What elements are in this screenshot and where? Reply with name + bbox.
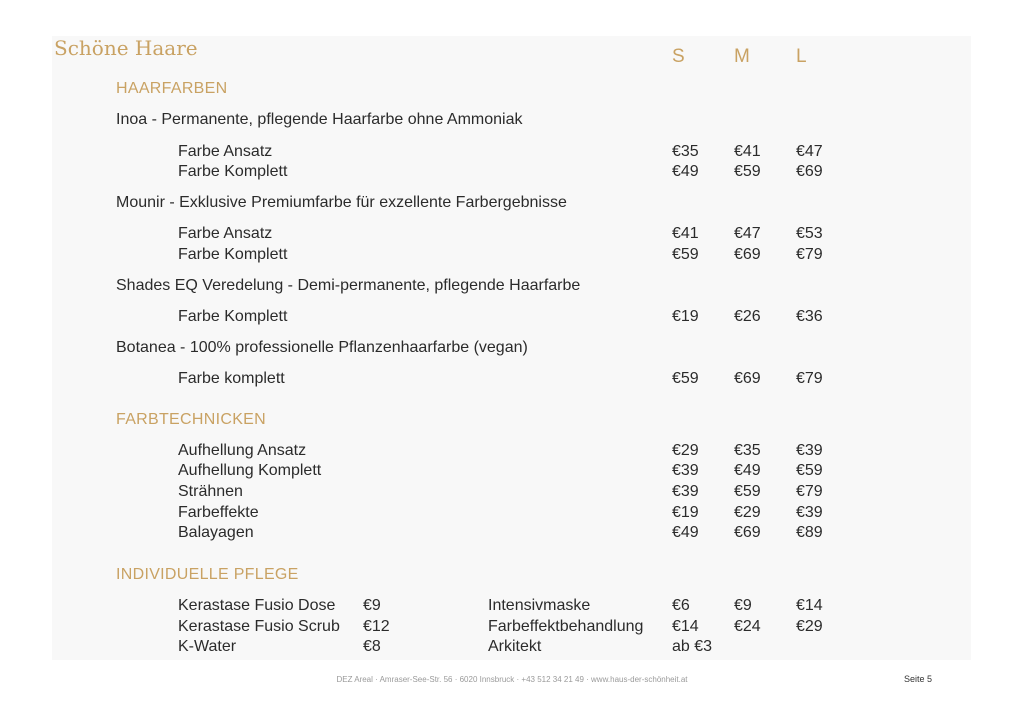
price-m: €47 <box>734 225 761 242</box>
price-s: ab €3 <box>672 638 713 655</box>
price-m: €35 <box>734 442 761 459</box>
price-l: €47 <box>796 143 823 160</box>
price-l: €53 <box>796 225 823 242</box>
product-group-title: Inoa - Permanente, pflegende Haarfarbe ohne Ammoniak <box>116 111 523 128</box>
price-s: €29 <box>672 442 699 459</box>
price-s: €39 <box>672 483 699 500</box>
price-item-label: Farbeffekte <box>178 504 259 521</box>
price-m: €59 <box>734 483 761 500</box>
price-m: €69 <box>734 246 761 263</box>
price-item-label: Strähnen <box>178 483 243 500</box>
price-s: €39 <box>672 462 699 479</box>
price-l: €29 <box>796 618 823 635</box>
price-item-label: Farbe komplett <box>178 370 285 387</box>
price-l: €14 <box>796 597 823 614</box>
price-m: €41 <box>734 143 761 160</box>
price-single: €8 <box>363 638 381 655</box>
price-item-label: Intensivmaske <box>488 597 591 614</box>
price-l: €89 <box>796 524 823 541</box>
price-m: €69 <box>734 370 761 387</box>
price-m: €49 <box>734 462 761 479</box>
price-m: €69 <box>734 524 761 541</box>
price-s: €6 <box>672 597 690 614</box>
price-item-label: Aufhellung Komplett <box>178 462 322 479</box>
price-s: €59 <box>672 370 699 387</box>
price-l: €39 <box>796 504 823 521</box>
price-item-label: Farbe Ansatz <box>178 143 273 160</box>
price-m: €9 <box>734 597 752 614</box>
price-m: €24 <box>734 618 761 635</box>
section-heading-pflege: INDIVIDUELLE PFLEGE <box>116 566 299 583</box>
size-header-m: M <box>734 46 750 67</box>
price-l: €79 <box>796 370 823 387</box>
price-l: €36 <box>796 308 823 325</box>
price-item-label: Farbe Ansatz <box>178 225 273 242</box>
price-item-label: Farbe Komplett <box>178 246 288 263</box>
footer-address: DEZ Areal · Amraser-See-Str. 56 · 6020 Innsbruck · +43 512 34 21 49 · www.haus-der-schönheit.at <box>336 675 688 684</box>
price-m: €29 <box>734 504 761 521</box>
price-l: €59 <box>796 462 823 479</box>
price-l: €79 <box>796 246 823 263</box>
price-s: €41 <box>672 225 699 242</box>
price-l: €69 <box>796 163 823 180</box>
product-group-title: Shades EQ Veredelung - Demi-permanente, pflegende Haarfarbe <box>116 277 581 294</box>
size-header-s: S <box>672 46 685 67</box>
price-item-label: Farbeffektbehandlung <box>488 618 644 635</box>
price-s: €19 <box>672 504 699 521</box>
price-item-label: Kerastase Fusio Dose <box>178 597 336 614</box>
price-item-label: Farbe Komplett <box>178 163 288 180</box>
price-s: €35 <box>672 143 699 160</box>
price-s: €59 <box>672 246 699 263</box>
price-l: €79 <box>796 483 823 500</box>
product-group-title: Botanea - 100% professionelle Pflanzenhaarfarbe (vegan) <box>116 339 528 356</box>
price-item-label: Balayagen <box>178 524 254 541</box>
price-s: €19 <box>672 308 699 325</box>
price-single: €12 <box>363 618 390 635</box>
size-header-l: L <box>796 46 807 67</box>
price-m: €26 <box>734 308 761 325</box>
price-item-label: Kerastase Fusio Scrub <box>178 618 340 635</box>
price-m: €59 <box>734 163 761 180</box>
price-item-label: Farbe Komplett <box>178 308 288 325</box>
price-s: €49 <box>672 524 699 541</box>
section-heading-farbtechnicken: FARBTECHNICKEN <box>116 411 266 428</box>
price-item-label: K-Water <box>178 638 237 655</box>
page-title: Schöne Haare <box>54 36 198 60</box>
price-item-label: Arkitekt <box>488 638 542 655</box>
price-s: €14 <box>672 618 699 635</box>
price-s: €49 <box>672 163 699 180</box>
price-single: €9 <box>363 597 381 614</box>
price-l: €39 <box>796 442 823 459</box>
product-group-title: Mounir - Exklusive Premiumfarbe für exzellente Farbergebnisse <box>116 194 567 211</box>
page-number: Seite 5 <box>904 674 933 684</box>
price-item-label: Aufhellung Ansatz <box>178 442 307 459</box>
section-heading-haarfarben: HAARFARBEN <box>116 80 228 97</box>
